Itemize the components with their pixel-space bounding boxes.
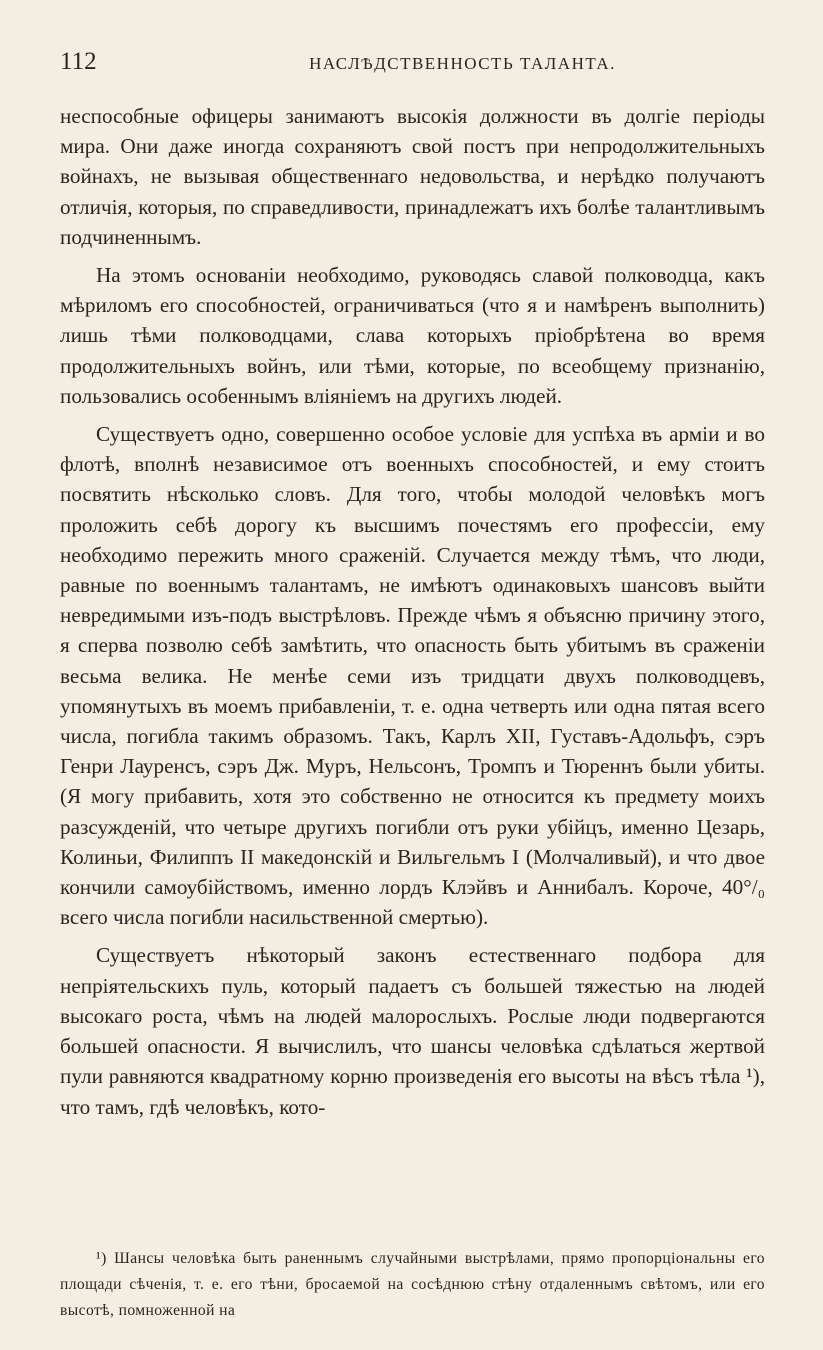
footnote: ¹) Шансы человѣка быть раненнымъ случайными выстрѣлами, прямо пропорціональны его площади сѣченія, т. е. его тѣни, бросаемой на сосѣднюю стѣну отдаленнымъ свѣтомъ, или его высотѣ, помноженной на	[60, 1250, 765, 1319]
running-title: НАСЛѢДСТВЕННОСТЬ ТАЛАНТА.	[309, 54, 616, 73]
body-text	[60, 101, 765, 1122]
page-number: 112	[60, 48, 97, 75]
paragraph-continuation: неспособные офицеры занимаютъ высокія должности въ долгіе періоды мира. Они даже иногда сохраняютъ свой постъ при непродолжительныхъ войнахъ, не вызывая общественнаго недовольства, и нерѣдко получаютъ отличія, которыя, по справедливости, принадлежатъ ихъ болѣе талантливымъ подчиненнымъ.	[60, 104, 765, 249]
page-header	[60, 48, 765, 82]
paragraph: Существуетъ одно, совершенно особое условіе для успѣха въ арміи и во флотѣ, вполнѣ независимое отъ военныхъ способностей, и ему стоитъ посвятить нѣсколько словъ. Для того, чтобы молодой человѣкъ могъ проложить себѣ дорогу къ высшимъ почестямъ его профессіи, ему необходимо пережить много сраженій. Случается между тѣмъ, что люди, равные по военнымъ талантамъ, не имѣютъ одинаковыхъ шансовъ выйти невредимыми изъ-подъ выстрѣловъ. Прежде чѣмъ я объясню причину этого, я сперва позволю себѣ замѣтить, что опасность быть убитымъ въ сраженіи весьма велика. Не менѣе семи изъ тридцати двухъ полководцевъ, упомянутыхъ въ моемъ прибавленіи, т. е. одна четверть или одна пятая всего числа, погибла такимъ образомъ. Такъ, Карлъ XII, Густавъ-Адольфъ, сэръ Генри Лауренсъ, сэръ Дж. Муръ, Нельсонъ, Тромпъ и Тюреннъ были убиты. (Я могу прибавить, хотя это собственно не относится къ предмету моихъ разсужденій, что четыре другихъ погибли отъ руки убійцъ, именно Цезарь, Колиньи, Филиппъ II македонскій и Вильгельмъ I (Молчаливый), и что двое кончили самоубійствомъ, именно лордъ Клэйвъ и Аннибалъ. Короче, 40°/₀ всего числа погибли насильственной смертью).	[60, 422, 765, 930]
paragraph: На этомъ основаніи необходимо, руководясь славой полководца, какъ мѣриломъ его способностей, ограничиваться (что я и намѣренъ выполнить) лишь тѣми полководцами, слава которыхъ пріобрѣтена во время продолжительныхъ войнъ, или тѣми, которые, по всеобщему признанію, пользовались особеннымъ вліяніемъ на другихъ людей.	[60, 263, 765, 408]
paragraph: Существуетъ нѣкоторый законъ естественнаго подбора для непріятельскихъ пуль, который падаетъ съ большей тяжестью на людей высокаго роста, чѣмъ на людей малорослыхъ. Рослые люди подвергаются большей опасности. Я вычислилъ, что шансы человѣка сдѣлаться жертвой пули равняются квадратному корню произведенія его высоты на вѣсъ тѣла ¹), что тамъ, гдѣ человѣкъ, кото-	[60, 943, 765, 1119]
